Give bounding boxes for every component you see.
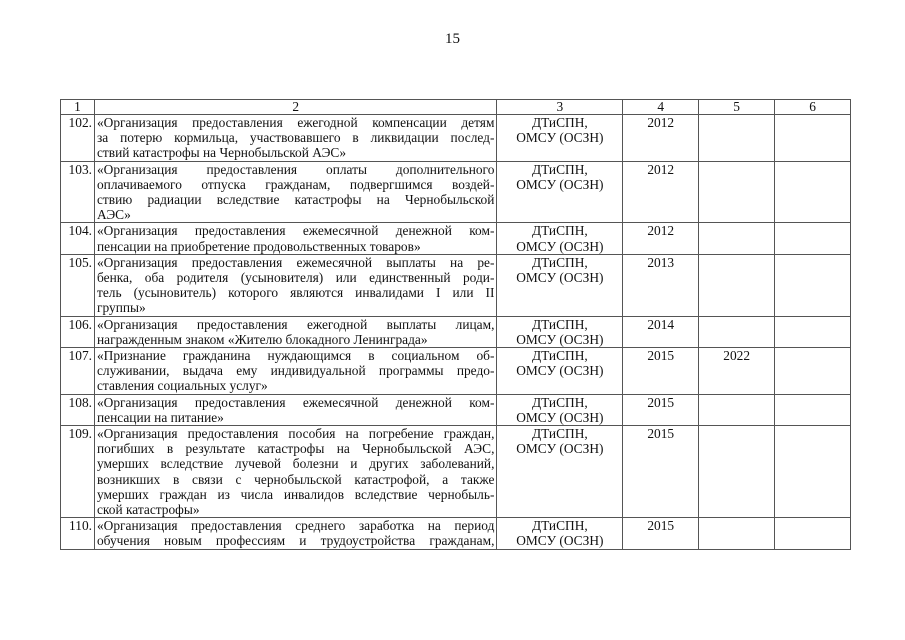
column-4-value: 2015 xyxy=(623,394,699,425)
column-header: 5 xyxy=(699,100,775,115)
responsible-line: ДТиСПН, xyxy=(531,518,588,534)
description-line: умерших вследствие лучевой болезни и других заболеваний, xyxy=(96,456,495,472)
column-4-value: 2015 xyxy=(623,518,699,549)
responsible-bodies xyxy=(497,348,623,395)
responsible-bodies xyxy=(497,394,623,425)
column-header: 2 xyxy=(94,100,496,115)
column-4-value: 2014 xyxy=(623,316,699,347)
service-description xyxy=(94,223,496,254)
table-row xyxy=(61,254,851,316)
responsible-line: ДТиСПН, xyxy=(531,426,588,442)
responsible-bodies xyxy=(497,115,623,162)
row-number: 106. xyxy=(61,316,95,347)
column-5-value xyxy=(699,254,775,316)
table-row xyxy=(61,426,851,518)
responsible-line: ДТиСПН, xyxy=(531,254,588,270)
column-4-value: 2015 xyxy=(623,348,699,395)
column-header: 3 xyxy=(497,100,623,115)
column-4-value: 2012 xyxy=(623,161,699,223)
services-table xyxy=(60,99,851,550)
description-line: пенсации на приобретение продовольственных товаров» xyxy=(96,238,421,254)
description-line: обучения новым профессиям и трудоустройства гражданам, xyxy=(96,533,495,549)
column-4-value: 2012 xyxy=(623,115,699,162)
responsible-line: ОМСУ (ОСЗН) xyxy=(516,130,604,146)
row-number: 110. xyxy=(61,518,95,549)
responsible-line: ОМСУ (ОСЗН) xyxy=(516,409,604,425)
table-row xyxy=(61,316,851,347)
table-header-row xyxy=(61,100,851,115)
column-5-value xyxy=(699,518,775,549)
column-6-value xyxy=(775,115,851,162)
description-line: оплачиваемого отпуска гражданам, подвергшимся воздей- xyxy=(96,176,495,192)
responsible-bodies xyxy=(497,426,623,518)
column-5-value: 2022 xyxy=(699,348,775,395)
responsible-line: ДТиСПН, xyxy=(531,316,588,332)
service-description xyxy=(94,348,496,395)
responsible-line: ДТиСПН, xyxy=(531,348,588,364)
column-header: 1 xyxy=(61,100,95,115)
table-row xyxy=(61,115,851,162)
description-line: награжденным знаком «Жителю блокадного Ленинграда» xyxy=(96,331,428,347)
description-line: «Организация предоставления ежегодной выплаты лицам, xyxy=(96,316,495,332)
table-row xyxy=(61,518,851,549)
description-line: умерших граждан из числа инвалидов вследствие чернобыль- xyxy=(96,486,495,502)
description-line: «Организация предоставления ежемесячной денежной ком- xyxy=(96,223,495,239)
column-4-value: 2013 xyxy=(623,254,699,316)
column-5-value xyxy=(699,223,775,254)
responsible-bodies xyxy=(497,316,623,347)
column-5-value xyxy=(699,161,775,223)
description-line: «Признание гражданина нуждающимся в социальном об- xyxy=(96,348,495,364)
description-line: погибших в результате катастрофы на Чернобыльской АЭС, xyxy=(96,441,495,457)
row-number: 103. xyxy=(61,161,95,223)
column-5-value xyxy=(699,394,775,425)
description-line: «Организация предоставления среднего заработка на период xyxy=(96,518,495,534)
description-line: АЭС» xyxy=(96,207,131,223)
service-description xyxy=(94,161,496,223)
description-line: ставления социальных услуг» xyxy=(96,378,268,394)
row-number: 107. xyxy=(61,348,95,395)
column-6-value xyxy=(775,316,851,347)
description-line: «Организация предоставления ежемесячной денежной ком- xyxy=(96,394,495,410)
description-line: тель (усыновитель) которого являются инвалидами I или II xyxy=(96,285,495,301)
column-4-value: 2012 xyxy=(623,223,699,254)
column-6-value xyxy=(775,223,851,254)
responsible-bodies xyxy=(497,254,623,316)
description-line: «Организация предоставления ежегодной компенсации детям xyxy=(96,115,495,130)
table-body xyxy=(61,115,851,550)
responsible-line: ДТиСПН, xyxy=(531,223,588,239)
page-number: 15 xyxy=(445,31,460,47)
column-6-value xyxy=(775,161,851,223)
description-line: ствий катастрофы на Чернобыльской АЭС» xyxy=(96,145,347,161)
description-line: за потерю кормильца, участвовавшего в ликвидации послед- xyxy=(96,130,495,146)
service-description xyxy=(94,518,496,549)
service-description xyxy=(94,394,496,425)
table-row xyxy=(61,161,851,223)
column-header: 6 xyxy=(775,100,851,115)
row-number: 105. xyxy=(61,254,95,316)
description-line: ствию радиации вследствие катастрофы на Чернобыльской xyxy=(96,192,495,208)
description-line: «Организация предоставления оплаты дополнительного xyxy=(96,161,495,177)
column-4-value: 2015 xyxy=(623,426,699,518)
responsible-line: ДТиСПН, xyxy=(531,161,588,177)
responsible-line: ОМСУ (ОСЗН) xyxy=(516,238,604,254)
description-line: группы» xyxy=(96,300,146,316)
table-row xyxy=(61,223,851,254)
description-line: пенсации на питание» xyxy=(96,409,224,425)
responsible-line: ОМСУ (ОСЗН) xyxy=(516,441,604,457)
column-6-value xyxy=(775,348,851,395)
column-6-value xyxy=(775,254,851,316)
row-number: 102. xyxy=(61,115,95,162)
service-description xyxy=(94,115,496,162)
responsible-line: ОМСУ (ОСЗН) xyxy=(516,270,604,286)
column-5-value xyxy=(699,426,775,518)
responsible-line: ОМСУ (ОСЗН) xyxy=(516,331,604,347)
responsible-line: ДТиСПН, xyxy=(531,115,588,130)
table-row xyxy=(61,394,851,425)
column-5-value xyxy=(699,115,775,162)
description-line: ской катастрофы» xyxy=(96,502,200,518)
row-number: 108. xyxy=(61,394,95,425)
service-description xyxy=(94,426,496,518)
table-row xyxy=(61,348,851,395)
responsible-bodies xyxy=(497,161,623,223)
description-line: «Организация предоставления ежемесячной выплаты на ре- xyxy=(96,254,495,270)
responsible-line: ОМСУ (ОСЗН) xyxy=(516,363,604,379)
description-line: бенка, оба родителя (усыновителя) или единственный роди- xyxy=(96,270,495,286)
description-line: «Организация предоставления пособия на погребение граждан, xyxy=(96,426,495,442)
responsible-bodies xyxy=(497,518,623,549)
column-header: 4 xyxy=(623,100,699,115)
column-6-value xyxy=(775,518,851,549)
responsible-line: ОМСУ (ОСЗН) xyxy=(516,533,604,549)
responsible-bodies xyxy=(497,223,623,254)
description-line: служивании, выдача ему индивидуальной программы предо- xyxy=(96,363,495,379)
responsible-line: ДТиСПН, xyxy=(531,394,588,410)
service-description xyxy=(94,316,496,347)
description-line: возникших в связи с чернобыльской катастрофой, а также xyxy=(96,471,495,487)
service-description xyxy=(94,254,496,316)
row-number: 104. xyxy=(61,223,95,254)
column-6-value xyxy=(775,394,851,425)
column-6-value xyxy=(775,426,851,518)
column-5-value xyxy=(699,316,775,347)
row-number: 109. xyxy=(61,426,95,518)
responsible-line: ОМСУ (ОСЗН) xyxy=(516,176,604,192)
